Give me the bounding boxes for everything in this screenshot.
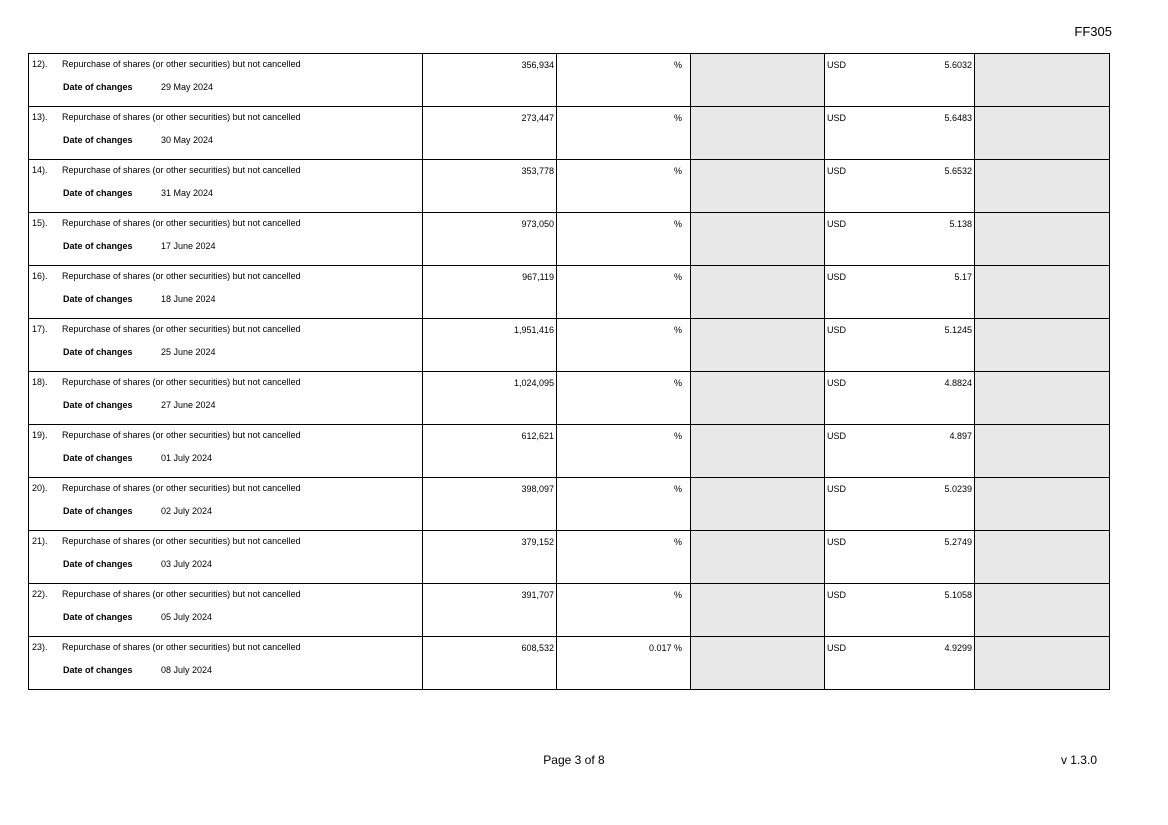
price-cell [825, 637, 975, 690]
row-description: Repurchase of shares (or other securities) but not cancelled [62, 218, 301, 228]
shaded-cell [975, 266, 1110, 319]
shares-cell: 608,532 [423, 637, 557, 690]
shares-cell: 353,778 [423, 160, 557, 213]
row-number: 15). [32, 218, 48, 228]
percent-cell: % [557, 478, 691, 531]
price-cell [825, 107, 975, 160]
currency-code: USD [827, 484, 847, 494]
date-value: 01 July 2024 [161, 453, 213, 463]
row-description: Repurchase of shares (or other securities) but not cancelled [62, 271, 301, 281]
row-description: Repurchase of shares (or other securities) but not cancelled [62, 430, 301, 440]
price-cell [825, 319, 975, 372]
price-amount: 5.6483 [944, 113, 972, 123]
shaded-cell [691, 478, 825, 531]
shaded-cell [975, 531, 1110, 584]
description-cell [29, 266, 423, 319]
changes-table-body [29, 54, 1110, 690]
shaded-cell [975, 107, 1110, 160]
row-description: Repurchase of shares (or other securities) but not cancelled [62, 377, 301, 387]
price-cell [825, 372, 975, 425]
date-of-changes-label: Date of changes [63, 453, 133, 463]
shares-cell: 273,447 [423, 107, 557, 160]
row-number: 13). [32, 112, 48, 122]
table-row [29, 531, 1110, 584]
row-number: 21). [32, 536, 48, 546]
price-cell [825, 266, 975, 319]
currency-code: USD [827, 166, 847, 176]
table-row [29, 584, 1110, 637]
price-amount: 4.8824 [944, 378, 972, 388]
currency-code: USD [827, 219, 847, 229]
table-row [29, 160, 1110, 213]
shares-cell: 973,050 [423, 213, 557, 266]
price-amount: 5.6032 [944, 60, 972, 70]
shaded-cell [691, 319, 825, 372]
date-value: 27 June 2024 [161, 400, 216, 410]
date-value: 25 June 2024 [161, 347, 216, 357]
price-amount: 5.6532 [944, 166, 972, 176]
percent-cell: % [557, 319, 691, 372]
shaded-cell [691, 213, 825, 266]
shaded-cell [691, 531, 825, 584]
description-cell [29, 637, 423, 690]
shares-cell: 391,707 [423, 584, 557, 637]
shaded-cell [975, 372, 1110, 425]
shaded-cell [975, 213, 1110, 266]
row-number: 20). [32, 483, 48, 493]
price-amount: 5.0239 [944, 484, 972, 494]
shares-cell: 398,097 [423, 478, 557, 531]
price-amount: 5.1245 [944, 325, 972, 335]
shaded-cell [975, 478, 1110, 531]
description-cell [29, 319, 423, 372]
form-code: FF305 [1074, 24, 1112, 39]
table-row [29, 637, 1110, 690]
date-of-changes-label: Date of changes [63, 506, 133, 516]
row-number: 16). [32, 271, 48, 281]
shaded-cell [975, 425, 1110, 478]
row-description: Repurchase of shares (or other securities) but not cancelled [62, 324, 301, 334]
percent-cell: % [557, 107, 691, 160]
percent-cell: % [557, 266, 691, 319]
description-cell [29, 213, 423, 266]
row-description: Repurchase of shares (or other securities) but not cancelled [62, 483, 301, 493]
shaded-cell [975, 54, 1110, 107]
row-description: Repurchase of shares (or other securities) but not cancelled [62, 589, 301, 599]
description-cell [29, 531, 423, 584]
shaded-cell [691, 425, 825, 478]
changes-table [28, 53, 1110, 690]
table-row [29, 425, 1110, 478]
shares-cell: 612,621 [423, 425, 557, 478]
row-number: 14). [32, 165, 48, 175]
currency-code: USD [827, 378, 847, 388]
date-value: 30 May 2024 [161, 135, 214, 145]
price-cell [825, 478, 975, 531]
currency-code: USD [827, 113, 847, 123]
percent-cell: % [557, 425, 691, 478]
price-cell [825, 54, 975, 107]
price-cell [825, 425, 975, 478]
date-value: 05 July 2024 [161, 612, 213, 622]
row-number: 17). [32, 324, 48, 334]
row-number: 19). [32, 430, 48, 440]
date-of-changes-label: Date of changes [63, 188, 133, 198]
currency-code: USD [827, 537, 847, 547]
row-description: Repurchase of shares (or other securities) but not cancelled [62, 642, 301, 652]
price-amount: 5.138 [949, 219, 972, 229]
percent-cell: % [557, 54, 691, 107]
table-row [29, 213, 1110, 266]
date-of-changes-label: Date of changes [63, 665, 133, 675]
description-cell [29, 584, 423, 637]
shares-cell: 1,951,416 [423, 319, 557, 372]
date-value: 31 May 2024 [161, 188, 214, 198]
date-value: 02 July 2024 [161, 506, 213, 516]
date-of-changes-label: Date of changes [63, 241, 133, 251]
shares-cell: 356,934 [423, 54, 557, 107]
shaded-cell [975, 319, 1110, 372]
currency-code: USD [827, 325, 847, 335]
shaded-cell [691, 266, 825, 319]
currency-code: USD [827, 590, 847, 600]
currency-code: USD [827, 60, 847, 70]
shaded-cell [691, 372, 825, 425]
shaded-cell [975, 584, 1110, 637]
description-cell [29, 478, 423, 531]
table-row [29, 54, 1110, 107]
shaded-cell [691, 54, 825, 107]
price-amount: 5.2749 [944, 537, 972, 547]
shaded-cell [975, 637, 1110, 690]
row-description: Repurchase of shares (or other securities) but not cancelled [62, 112, 301, 122]
row-number: 12). [32, 59, 48, 69]
table-row [29, 266, 1110, 319]
row-description: Repurchase of shares (or other securities) but not cancelled [62, 165, 301, 175]
description-cell [29, 372, 423, 425]
currency-code: USD [827, 643, 847, 653]
table-row [29, 372, 1110, 425]
price-amount: 4.9299 [944, 643, 972, 653]
table-row [29, 478, 1110, 531]
date-of-changes-label: Date of changes [63, 559, 133, 569]
row-number: 22). [32, 589, 48, 599]
row-number: 18). [32, 377, 48, 387]
percent-cell: % [557, 372, 691, 425]
percent-cell: % [557, 531, 691, 584]
price-amount: 5.17 [954, 272, 972, 282]
shaded-cell [691, 584, 825, 637]
version-label: v 1.3.0 [1060, 753, 1097, 767]
date-value: 08 July 2024 [161, 665, 213, 675]
shaded-cell [691, 637, 825, 690]
date-of-changes-label: Date of changes [63, 82, 133, 92]
row-description: Repurchase of shares (or other securities) but not cancelled [62, 59, 301, 69]
description-cell [29, 425, 423, 478]
currency-code: USD [827, 431, 847, 441]
row-description: Repurchase of shares (or other securities) but not cancelled [62, 536, 301, 546]
percent-cell: % [557, 213, 691, 266]
shares-cell: 1,024,095 [423, 372, 557, 425]
table-row [29, 107, 1110, 160]
date-of-changes-label: Date of changes [63, 294, 133, 304]
description-cell [29, 54, 423, 107]
percent-cell: % [557, 160, 691, 213]
percent-cell: % [557, 584, 691, 637]
price-cell [825, 160, 975, 213]
description-cell [29, 107, 423, 160]
date-of-changes-label: Date of changes [63, 400, 133, 410]
date-of-changes-label: Date of changes [63, 612, 133, 622]
price-cell [825, 213, 975, 266]
date-of-changes-label: Date of changes [63, 347, 133, 357]
percent-cell: 0.017 % [557, 637, 691, 690]
shaded-cell [691, 107, 825, 160]
price-cell [825, 584, 975, 637]
shaded-cell [975, 160, 1110, 213]
date-value: 17 June 2024 [161, 241, 216, 251]
shaded-cell [691, 160, 825, 213]
page-number: Page 3 of 8 [543, 753, 605, 767]
description-cell [29, 160, 423, 213]
row-number: 23). [32, 642, 48, 652]
price-amount: 5.1058 [944, 590, 972, 600]
date-value: 03 July 2024 [161, 559, 213, 569]
price-cell [825, 531, 975, 584]
table-row [29, 319, 1110, 372]
price-amount: 4.897 [949, 431, 972, 441]
date-value: 18 June 2024 [161, 294, 216, 304]
date-of-changes-label: Date of changes [63, 135, 133, 145]
shares-cell: 967,119 [423, 266, 557, 319]
date-value: 29 May 2024 [161, 82, 214, 92]
currency-code: USD [827, 272, 847, 282]
shares-cell: 379,152 [423, 531, 557, 584]
